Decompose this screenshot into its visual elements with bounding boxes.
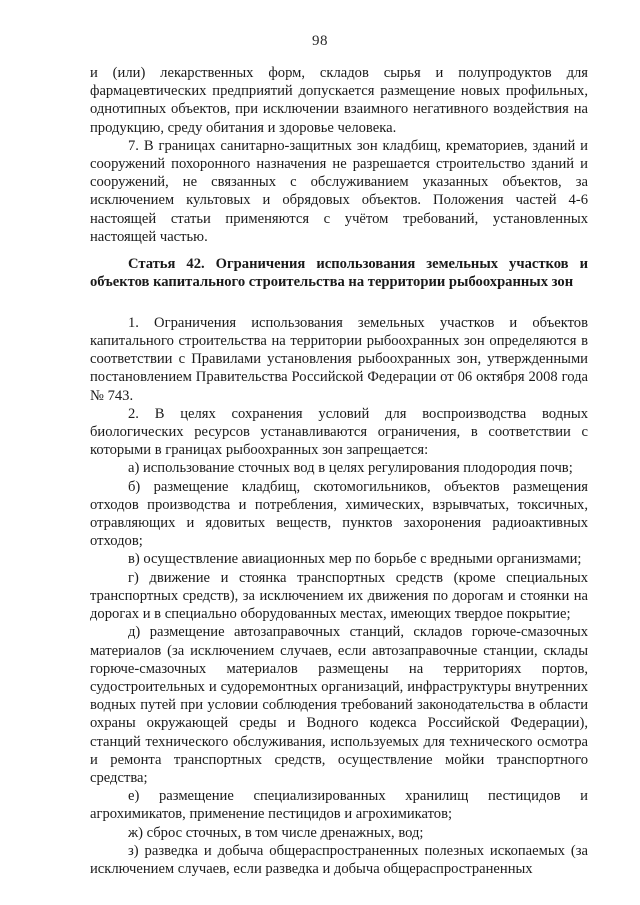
paragraph-1: 1. Ограничения использования земельных участков и объектов капитального строительства на территории рыбоохранных зон определяются в соответствии с Правилами установления рыбоохранных зон, утвержденными постановлением Правительства Российской Федерации от 06 октября 2008 года № 743. xyxy=(90,314,588,404)
list-item-v: в) осуществление авиационных мер по борьбе с вредными организмами; xyxy=(128,551,582,568)
list-item-d: д) размещение автозаправочных станций, складов горюче-смазочных материалов (за исключением случаев, если автозаправочные станции, склады горюче-смазочных материалов размещены на территориях портов, судостроительных и судоремонтных организаций, инфраструктуры внутренних водных путей при условии соблюдения требований законодательства в области охраны окружающей среды и Водного кодекса Российской Федерации), станций технического обслуживания, используемых для технического осмотра и ремонта транспортных средств, осуществление мойки транспортного средства; xyxy=(90,624,588,786)
list-item-b: б) размещение кладбищ, скотомогильников, объектов размещения отходов производства и потребления, химических, взрывчатых, токсичных, отравляющих и ядовитых веществ, пунктов захоронения радиоактивных отходов; xyxy=(90,478,588,550)
paragraph-2: 2. В целях сохранения условий для воспроизводства водных биологических ресурсов устанавливаются ограничения, в соответствии с которыми в границах рыбоохранных зон запрещается: xyxy=(90,405,588,459)
list-item-g: г) движение и стоянка транспортных средств (кроме специальных транспортных средств), за исключением их движения по дорогам и стоянки на дорогах и в специально оборудованных местах, имеющих твердое покрытие; xyxy=(90,569,588,623)
list-item-zh: ж) сброс сточных, в том числе дренажных, вод; xyxy=(128,824,424,841)
list-item-z: з) разведка и добыча общераспространенных полезных ископаемых (за исключением случаев, если разведка и добыча общераспространенных xyxy=(90,842,588,877)
article-42-heading: Статья 42. Ограничения использования земельных участков и объектов капитального строительства на территории рыбоохранных зон xyxy=(90,256,588,291)
page-number: 98 xyxy=(312,33,328,49)
paragraph-continuation: и (или) лекарственных форм, складов сырья и полупродуктов для фармацевтических предприятий допускается размещение новых профильных, однотипных объектов, при исключении взаимного негативного воздействия на продукцию, среду обитания и здоровье человека. xyxy=(90,65,588,136)
spacer xyxy=(90,246,588,255)
document-body xyxy=(90,64,588,878)
list-item-e: е) размещение специализированных хранилищ пестицидов и агрохимикатов, применение пестицидов и агрохимикатов; xyxy=(90,788,588,823)
spacer xyxy=(90,292,588,314)
paragraph-7: 7. В границах санитарно-защитных зон кладбищ, крематориев, зданий и сооружений похоронного назначения не разрешается строительство зданий и сооружений, не связанных с обслуживанием указанных объектов, за исключением культовых и обрядовых объектов. Положения частей 4-6 настоящей статьи применяются с учётом требований, установленных настоящей частью. xyxy=(90,137,588,245)
list-item-a: а) использование сточных вод в целях регулирования плодородия почв; xyxy=(128,460,573,477)
